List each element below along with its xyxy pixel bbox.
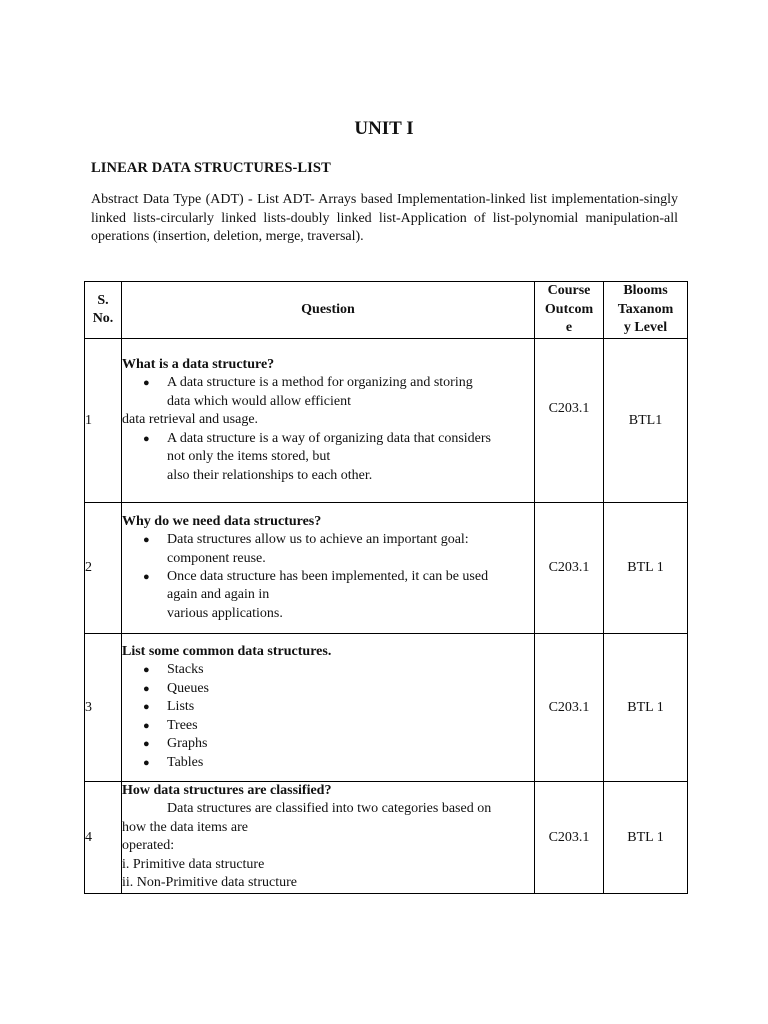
header-bt-line: Blooms	[623, 283, 668, 299]
list-item: ● Trees	[143, 717, 534, 735]
text-line: not only the items stored, but	[167, 449, 331, 465]
text-line: operated:	[122, 838, 175, 854]
list-item: ● Lists	[143, 698, 534, 716]
blooms-level-cell: BTL1	[604, 339, 688, 503]
text-line: ● A data structure is a method for organizing and storing	[167, 375, 473, 391]
blooms-level-cell: BTL 1	[604, 503, 688, 634]
list-item	[143, 531, 534, 568]
course-outcome-cell: C203.1	[535, 503, 604, 634]
text-line: component reuse.	[167, 550, 266, 566]
table-row	[85, 339, 688, 503]
list-item: ● Tables	[143, 754, 534, 772]
course-outcome-cell: C203.1	[535, 634, 604, 782]
list-item: ● Graphs	[143, 735, 534, 753]
header-sno	[85, 282, 122, 339]
course-outcome-value: C203.1	[548, 400, 590, 416]
table-row	[85, 782, 688, 894]
question-heading: How data structures are classified?	[122, 783, 332, 798]
header-question: Question	[122, 282, 535, 339]
text-line: ● Data structures allow us to achieve an important goal:	[167, 532, 469, 548]
question-table	[84, 281, 688, 894]
header-course-outcome	[535, 282, 604, 339]
text-line: i. Primitive data structure	[122, 856, 265, 872]
text-line: how the data items are	[122, 819, 248, 835]
unit-title: UNIT I	[354, 118, 414, 139]
header-sno-line: No.	[92, 311, 114, 326]
text-line: again and again in	[167, 587, 270, 603]
text-line: Data structures are classified into two categories based on	[167, 801, 492, 817]
text-line: also their relationships to each other.	[167, 467, 373, 483]
question-heading: List some common data structures.	[122, 644, 332, 660]
question-cell	[122, 782, 535, 894]
bullet-list	[122, 531, 534, 605]
question-heading: What is a data structure?	[122, 357, 275, 373]
text-line: data which would allow efficient	[167, 393, 352, 409]
row-number: 3	[85, 634, 122, 782]
header-co-line: e	[565, 320, 573, 336]
table-row	[85, 634, 688, 782]
text-line: data retrieval and usage.	[122, 412, 259, 428]
text-line: various applications.	[167, 605, 283, 621]
list-item: ● Stacks	[143, 661, 534, 679]
bullet-list	[122, 430, 534, 467]
syllabus-paragraph: Abstract Data Type (ADT) - List ADT- Arrays based Implementation-linked list implementation-singly linked lists-circularly linked lists-doubly linked list-Application of list-polynomial manipulation-all operations (insertion, deletion, merge, traversal).	[91, 192, 678, 244]
text-line: ● A data structure is a way of organizing data that considers	[167, 430, 491, 446]
header-co-line: Outcom	[544, 301, 594, 317]
row-number: 4	[85, 782, 122, 894]
header-co-line: Course	[547, 283, 591, 299]
table-header-row	[85, 282, 688, 339]
question-cell	[122, 503, 535, 634]
section-title: LINEAR DATA STRUCTURES-LIST	[91, 160, 331, 176]
list-item	[143, 568, 534, 605]
list-item	[143, 430, 534, 467]
header-sno-line: S.	[97, 292, 109, 308]
text-line: ii. Non-Primitive data structure	[122, 875, 297, 891]
bullet-list	[122, 661, 534, 771]
question-cell	[122, 339, 535, 503]
header-bt-line: Taxanom	[617, 301, 674, 317]
course-outcome-cell: C203.1	[535, 782, 604, 894]
list-item	[143, 374, 534, 411]
bullet-list	[122, 374, 534, 411]
list-item: ● Queues	[143, 680, 534, 698]
blooms-level-cell: BTL 1	[604, 782, 688, 894]
row-number: 2	[85, 503, 122, 634]
blooms-level-cell: BTL 1	[604, 634, 688, 782]
question-heading: Why do we need data structures?	[122, 513, 322, 529]
course-outcome-cell	[535, 339, 604, 503]
table-row	[85, 503, 688, 634]
row-number: 1	[85, 339, 122, 503]
header-blooms-level	[604, 282, 688, 339]
header-bt-line: y Level	[623, 320, 668, 336]
text-line: ● Once data structure has been implemented, it can be used	[167, 569, 489, 584]
question-cell	[122, 634, 535, 782]
